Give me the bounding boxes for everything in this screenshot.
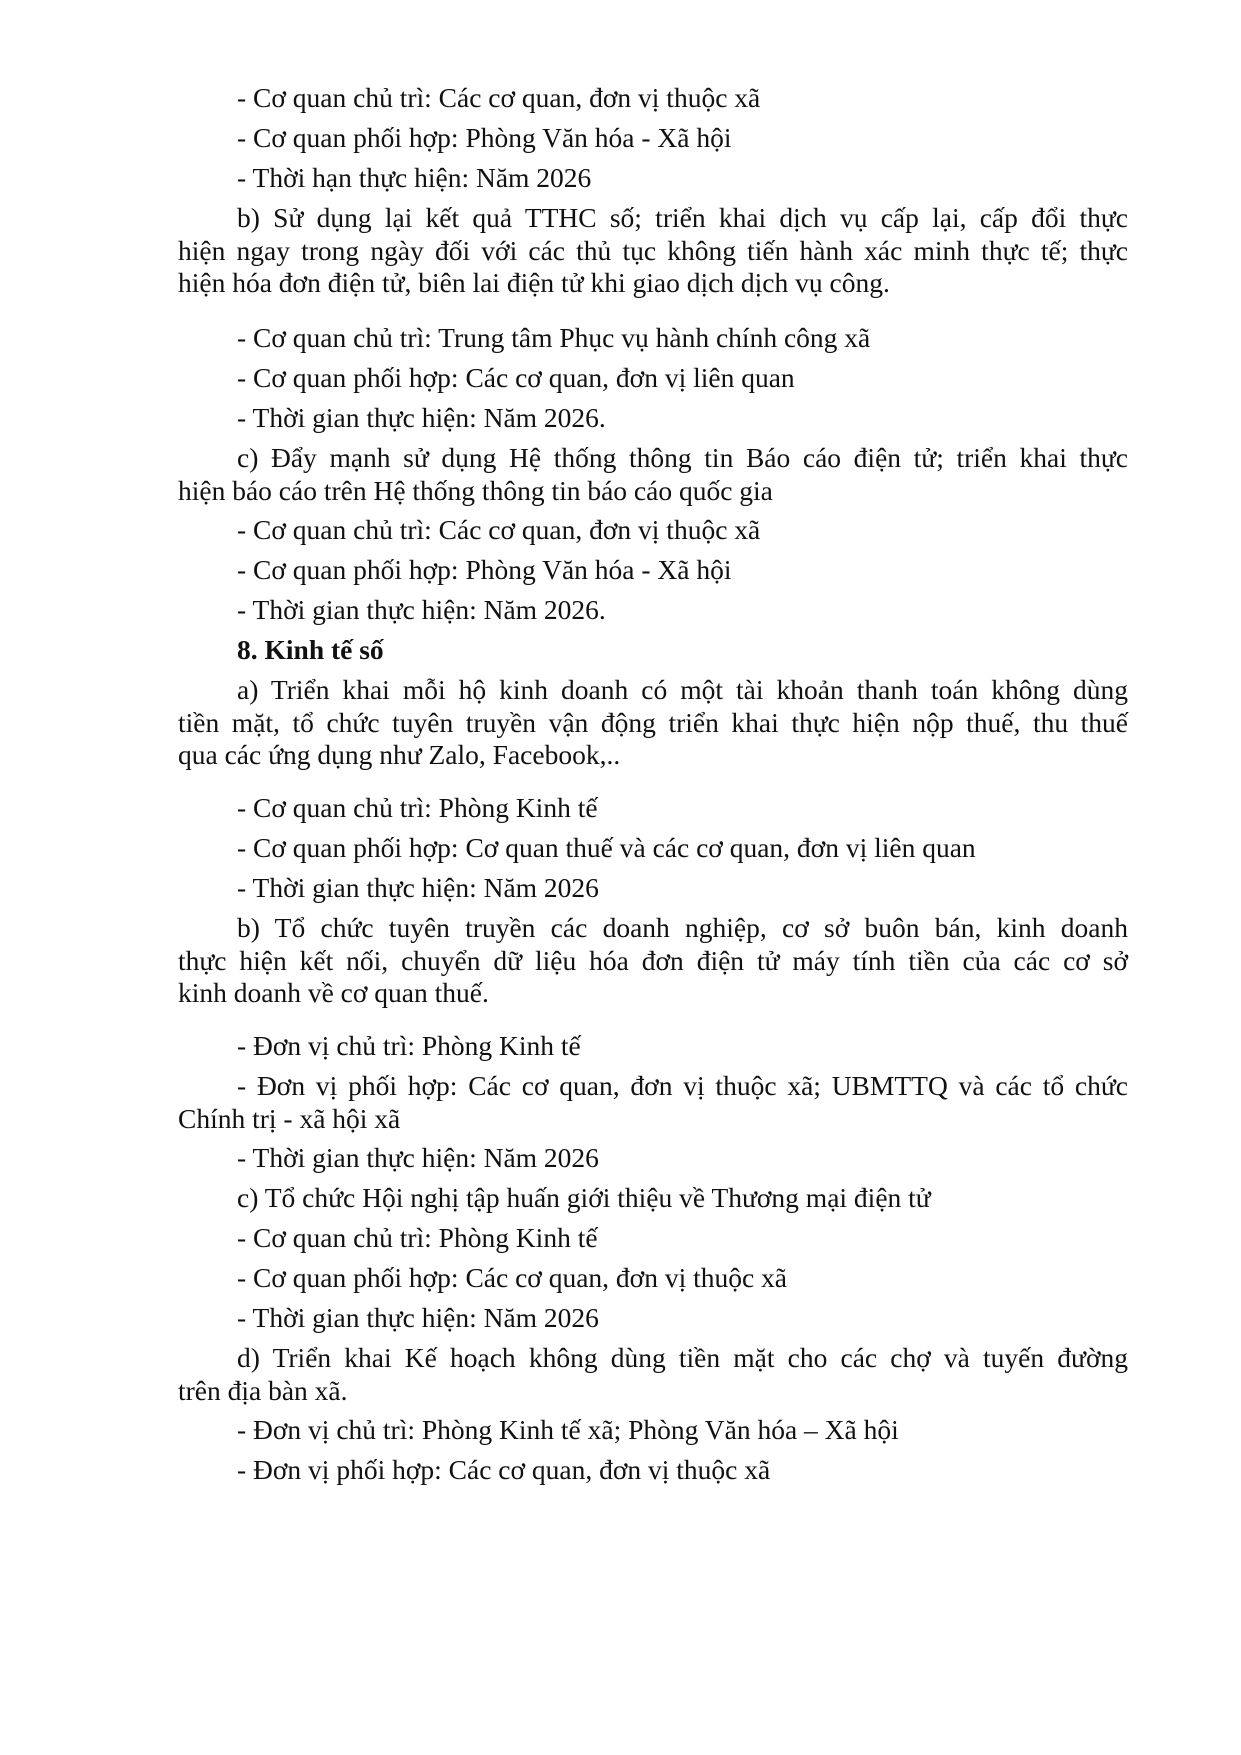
paragraph: [178, 1340, 1128, 1405]
list-item: - Thời gian thực hiện: Năm 2026: [237, 872, 599, 903]
list-item: - Cơ quan phối hợp: Cơ quan thuế và các cơ quan, đơn vị liên quan: [237, 832, 976, 863]
list-item: - Thời gian thực hiện: Năm 2026: [237, 1142, 599, 1173]
list-item: - Cơ quan chủ trì: Trung tâm Phục vụ hành chính công xã: [237, 322, 871, 353]
list-item: - Thời gian thực hiện: Năm 2026.: [237, 594, 606, 625]
list-item: - Cơ quan phối hợp: Các cơ quan, đơn vị liên quan: [237, 362, 795, 393]
paragraph-line: trên địa bàn xã.: [178, 1374, 348, 1406]
list-item: - Thời gian thực hiện: Năm 2026: [237, 1302, 599, 1333]
paragraph-line: Chính trị - xã hội xã: [178, 1102, 401, 1134]
paragraph-line: tiền mặt, tổ chức tuyên truyền vận động triển khai thực hiện nộp thuế, thu thuế: [178, 706, 1128, 738]
paragraph: [178, 1068, 1128, 1133]
list-item: - Đơn vị phối hợp: Các cơ quan, đơn vị thuộc xã: [237, 1454, 771, 1485]
paragraph: [178, 200, 1128, 298]
list-item: - Cơ quan chủ trì: Phòng Kinh tế: [237, 792, 598, 823]
paragraph-line: hiện ngay trong ngày đối với các thủ tục không tiến hành xác minh thực tế; thực: [178, 234, 1128, 266]
section-heading: 8. Kinh tế số: [237, 634, 384, 665]
list-item: - Đơn vị chủ trì: Phòng Kinh tế: [237, 1030, 581, 1061]
paragraph-line: hiện báo cáo trên Hệ thống thông tin báo cáo quốc gia: [178, 474, 773, 506]
list-item: - Đơn vị chủ trì: Phòng Kinh tế xã; Phòng Văn hóa – Xã hội: [237, 1414, 899, 1445]
paragraph-line: qua các ứng dụng như Zalo, Facebook,..: [178, 739, 621, 770]
list-item: - Cơ quan phối hợp: Các cơ quan, đơn vị thuộc xã: [237, 1262, 788, 1293]
list-item: - Cơ quan chủ trì: Các cơ quan, đơn vị thuộc xã: [237, 514, 761, 545]
paragraph-line: c) Đẩy mạnh sử dụng Hệ thống thông tin Báo cáo điện tử; triển khai thực: [237, 442, 1128, 473]
paragraph: [178, 672, 1128, 770]
list-item: - Thời gian thực hiện: Năm 2026.: [237, 402, 606, 433]
paragraph-line: d) Triển khai Kế hoạch không dùng tiền mặt cho các chợ và tuyến đường: [237, 1342, 1128, 1373]
paragraph-line: b) Tổ chức tuyên truyền các doanh nghiệp, cơ sở buôn bán, kinh doanh: [237, 912, 1128, 943]
paragraph-line: thực hiện kết nối, chuyển dữ liệu hóa đơn điện tử máy tính tiền của các cơ sở: [178, 944, 1128, 976]
paragraph: [178, 440, 1128, 505]
list-item: c) Tổ chức Hội nghị tập huấn giới thiệu về Thương mại điện tử: [237, 1182, 931, 1213]
list-item: - Cơ quan phối hợp: Phòng Văn hóa - Xã hội: [237, 554, 732, 585]
list-item: - Cơ quan phối hợp: Phòng Văn hóa - Xã hội: [237, 122, 732, 153]
paragraph-line: kinh doanh về cơ quan thuế.: [178, 977, 489, 1008]
paragraph-line: - Đơn vị phối hợp: Các cơ quan, đơn vị thuộc xã; UBMTTQ và các tổ chức: [237, 1070, 1128, 1101]
list-item: - Thời hạn thực hiện: Năm 2026: [237, 162, 592, 193]
paragraph-line: b) Sử dụng lại kết quả TTHC số; triển khai dịch vụ cấp lại, cấp đổi thực: [237, 202, 1128, 233]
paragraph: [178, 910, 1128, 1008]
list-item: - Cơ quan chủ trì: Các cơ quan, đơn vị thuộc xã: [237, 82, 761, 113]
paragraph-line: a) Triển khai mỗi hộ kinh doanh có một tài khoản thanh toán không dùng: [237, 674, 1128, 705]
paragraph-line: hiện hóa đơn điện tử, biên lai điện tử khi giao dịch dịch vụ công.: [178, 267, 890, 298]
list-item: - Cơ quan chủ trì: Phòng Kinh tế: [237, 1222, 598, 1253]
